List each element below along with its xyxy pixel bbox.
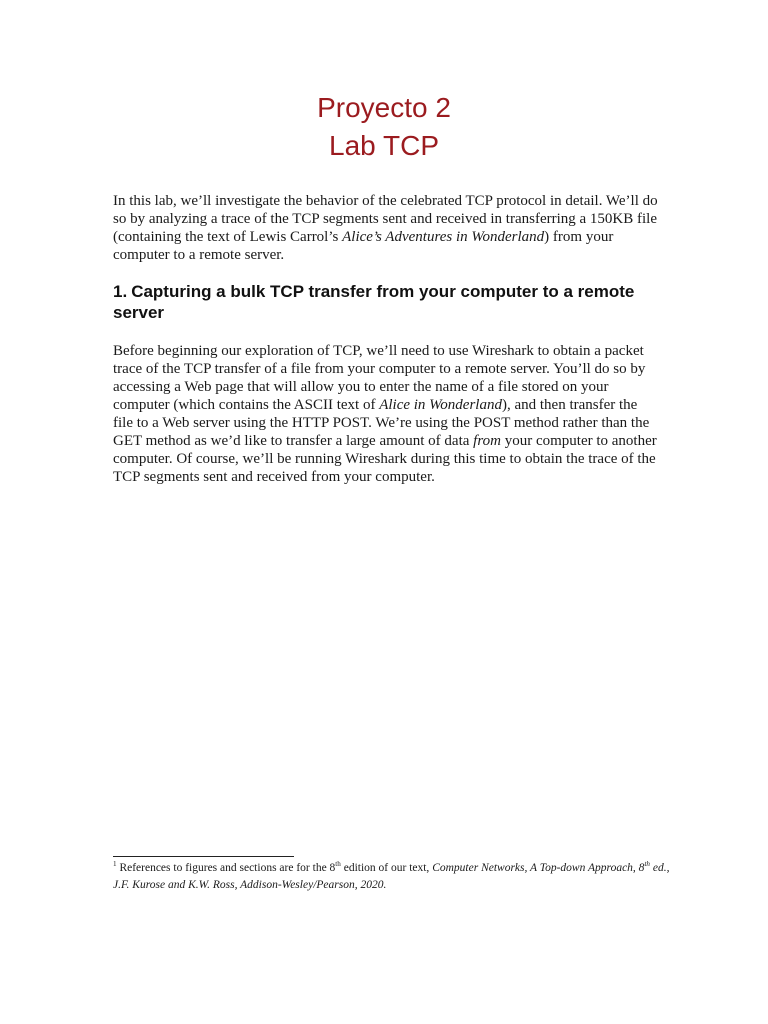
document-title-line-1: Proyecto 2 <box>317 92 451 123</box>
intro-book-title: Alice’s Adventures in Wonderland <box>342 229 545 245</box>
intro-text-1: In this lab, we’ll investigate the behavior of the celebrated TCP protocol in detail. We’ll do so by analyzing a trace of the TCP segments sent and received in transferring a 150KB file (containing the text of Lewis Carrol’s <box>113 193 658 245</box>
footnote-text-1: References to figures and sections are for the 8 <box>116 862 336 874</box>
body-book-title: Alice in Wonderland <box>379 397 502 413</box>
footnote-divider <box>113 856 294 857</box>
body-text-3: your computer to another computer. Of course, we’ll be running Wireshark during this time to obtain the trace of the TCP segments sent and received from your computer. <box>113 433 657 485</box>
footnote-citation-1: Computer Networks, A Top-down Approach, 8 <box>432 862 645 874</box>
footnote-edition-suffix: th <box>335 860 341 869</box>
footnote-citation-suffix: th <box>644 860 650 869</box>
footnote-text-2: edition of our text, <box>340 862 433 874</box>
section-title: Capturing a bulk TCP transfer from your computer to a remote server <box>113 282 635 322</box>
footnote <box>113 860 673 894</box>
body-text-2: ), and then transfer the file to a Web server using the HTTP POST. We’re using the POST method rather than the GET method as we’d like to transfer a large amount of data <box>113 397 650 449</box>
footnote-citation-2: ed., J.F. Kurose and K.W. Ross, Addison-Wesley/Pearson, 2020. <box>113 862 670 891</box>
intro-text-2: ) from your computer to a remote server. <box>113 229 614 263</box>
body-emphasis: from <box>473 433 501 449</box>
section-body-paragraph <box>113 342 658 486</box>
document-title-line-2: Lab TCP <box>329 130 439 161</box>
section-number: 1. <box>113 282 128 301</box>
body-text-1: Before beginning our exploration of TCP, we’ll need to use Wireshark to obtain a packet trace of the TCP transfer of a file from your computer to a remote server. You’ll do so by accessing a Web page that will allow you to enter the name of a file stored on your computer (which contains the ASCII text of <box>113 343 646 413</box>
footnote-marker: 1 <box>113 860 117 869</box>
intro-paragraph <box>113 192 658 264</box>
section-heading <box>113 281 673 323</box>
